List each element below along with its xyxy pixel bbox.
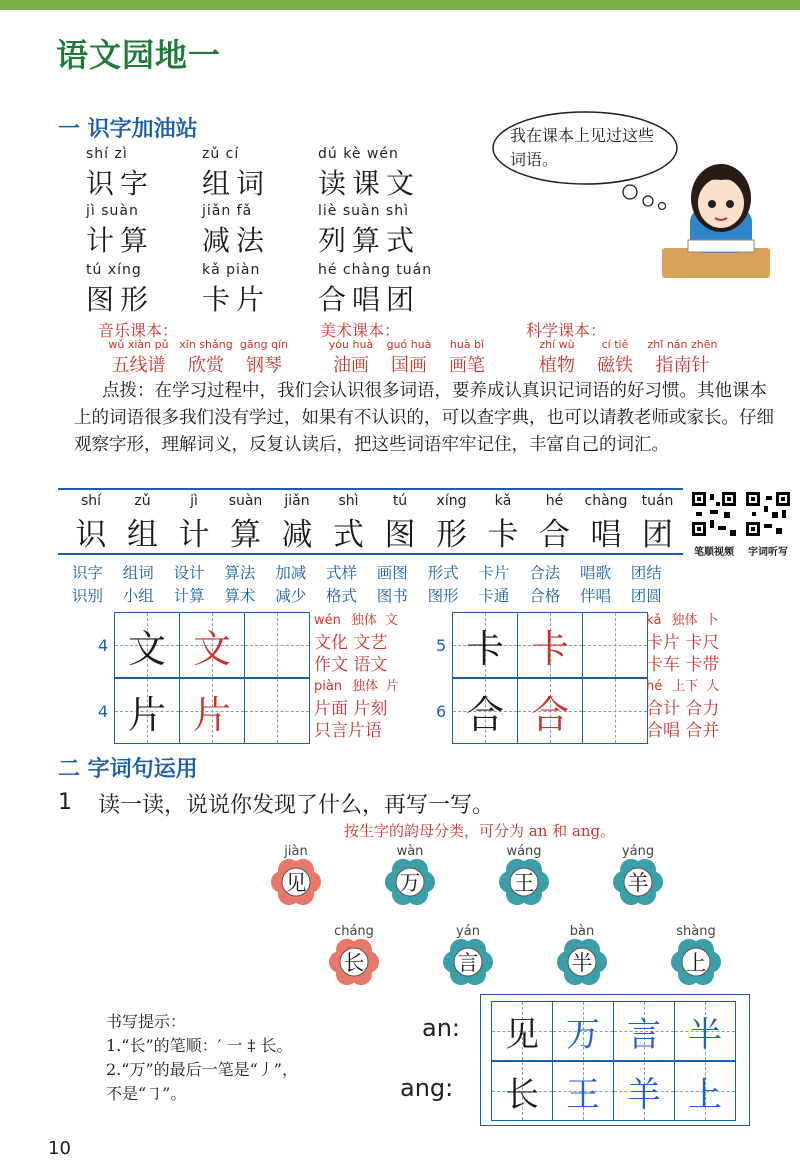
- word-pinyin: jì suàn: [86, 203, 139, 219]
- character-card: [221, 493, 271, 554]
- section1-title: 一 识字加油站: [58, 117, 198, 142]
- practice-words: [646, 610, 776, 676]
- character: 算: [230, 517, 261, 553]
- flower-pinyin: cháng: [334, 924, 374, 939]
- word-list-item: 识别: [72, 587, 104, 605]
- word-pinyin: tú xíng: [86, 262, 142, 278]
- writing-character: 半: [688, 1014, 722, 1055]
- grid-character: 片: [127, 692, 166, 737]
- flower-character: [270, 844, 322, 908]
- subject-word-text: 画笔: [449, 355, 485, 376]
- practice-grid: [452, 678, 648, 744]
- practice-radical: 文: [384, 613, 398, 628]
- qr-code-dictation[interactable]: [744, 490, 792, 538]
- an-label: an:: [422, 1014, 461, 1042]
- subject-word-pinyin: xīn shǎng: [179, 338, 233, 351]
- tip-note: 点拨：在学习过程中，我们会认识很多词语，要养成认真识记词语的好习惯。其他课本上的词语很多我们没有学过，如果有不认识的，可以查字典，也可以请教老师或家长。仔细观察字形，理解词义，反复认读后，把这些词语牢牢记住，丰富自己的词汇。: [74, 381, 774, 455]
- grid-cell: [115, 613, 180, 677]
- character-pinyin: tú: [392, 493, 408, 509]
- character-card: [118, 493, 168, 554]
- character-card: [169, 493, 219, 554]
- subject-word: [644, 338, 721, 377]
- writing-cell: [492, 1002, 553, 1060]
- qr-label-dictation: 字词听写: [748, 547, 788, 558]
- subject-word: [380, 338, 438, 377]
- character-pinyin: zǔ: [134, 493, 151, 509]
- practice-radical: 卜: [705, 613, 719, 628]
- character: 形: [436, 517, 467, 553]
- character: 卡: [487, 517, 519, 553]
- writing-cell: [675, 1002, 735, 1060]
- writing-cell: [553, 1002, 614, 1060]
- word-characters: 列算式: [318, 224, 421, 257]
- an-writing-grid: [491, 1001, 736, 1061]
- subject-heading: 科学课本：: [526, 321, 607, 340]
- word-entry: [318, 203, 448, 259]
- character: 减: [281, 517, 313, 553]
- word-characters: 组词: [202, 167, 271, 200]
- word-pinyin: kǎ piàn: [202, 262, 261, 278]
- ang-label: ang:: [400, 1074, 454, 1102]
- word-list-item: 合格: [529, 587, 561, 605]
- word-entry: [202, 262, 332, 318]
- practice-word-line: 作文 语文: [314, 655, 388, 675]
- writing-cell: [492, 1062, 553, 1120]
- word-list-item: 卡通: [478, 587, 510, 605]
- speech-bubble-text: 我在课本上见过这些词语。: [510, 126, 655, 169]
- subject-word-text: 油画: [333, 355, 369, 376]
- word-list-item: 设计: [173, 564, 205, 582]
- word-list-item: 唱歌: [580, 564, 612, 582]
- writing-cell: [675, 1062, 735, 1120]
- flower-character: [384, 844, 436, 908]
- grid-character: 文: [127, 626, 166, 671]
- tips-title: 书写提示：: [106, 1012, 187, 1031]
- word-entry: [318, 146, 448, 202]
- flower-pinyin: wáng: [506, 844, 542, 859]
- word-list-item: 加减: [275, 564, 307, 582]
- writing-character: 王: [566, 1074, 600, 1115]
- flower-character: [556, 924, 608, 988]
- word-characters: 计算: [86, 224, 155, 257]
- subject-word: [528, 338, 586, 377]
- character-card: [66, 493, 116, 554]
- subject-word: [177, 338, 235, 377]
- practice-structure: 独体: [671, 613, 698, 628]
- writing-cell: [614, 1002, 675, 1060]
- grid-character: 片: [192, 692, 231, 737]
- practice-structure: 独体: [350, 613, 377, 628]
- writing-character: 上: [688, 1074, 722, 1115]
- qr-label-stroke-video: 笔顺视频: [694, 547, 734, 558]
- word-list-item: 算法: [224, 564, 256, 582]
- flower-char: 见: [285, 871, 307, 895]
- practice-word-line: 卡片 卡尺: [646, 633, 720, 653]
- character-pinyin: jiǎn: [284, 493, 310, 509]
- word-list-item: 计算: [173, 587, 205, 605]
- word-list-item: 组词: [122, 564, 154, 582]
- word-pinyin: liè suàn shì: [318, 203, 409, 219]
- subject-word: [586, 338, 644, 377]
- word-pinyin: hé chàng tuán: [318, 262, 433, 278]
- subject-word-text: 磁铁: [597, 355, 633, 376]
- grid-character: 文: [192, 626, 231, 671]
- grid-character: 卡: [465, 626, 504, 671]
- question-text: 读一读，说说你发现了什么，再写一写。: [98, 793, 495, 818]
- grid-cell: [245, 613, 309, 677]
- practice-stroke-count: 4: [98, 702, 109, 721]
- grid-cell: [583, 679, 647, 743]
- word-pinyin: zǔ cí: [202, 146, 240, 162]
- subject-word-pinyin: guó huà: [386, 338, 432, 351]
- character-pinyin: chàng: [584, 493, 628, 509]
- practice-stroke-count: 5: [436, 636, 447, 655]
- grid-character: 卡: [530, 626, 569, 671]
- practice-words: [314, 610, 447, 676]
- practice-meta: [646, 676, 776, 698]
- subject-word: [235, 338, 293, 377]
- word-characters: 减法: [202, 224, 271, 257]
- writing-character: 羊: [627, 1074, 661, 1115]
- character-card: [427, 493, 477, 554]
- top-color-bar: [0, 0, 800, 10]
- word-characters: 合唱团: [318, 283, 421, 316]
- character: 识: [75, 517, 107, 553]
- word-list-item: 式样: [326, 564, 358, 582]
- practice-stroke-count: 4: [98, 636, 109, 655]
- character-card: [530, 493, 580, 554]
- character-pinyin: jì: [190, 493, 198, 509]
- grid-cell: [518, 679, 583, 743]
- subject-word-text: 指南针: [655, 355, 710, 376]
- qr-code-stroke-video[interactable]: [690, 490, 738, 538]
- word-entry: [86, 262, 216, 318]
- grid-character: 合: [530, 692, 569, 737]
- section2-title: 二 字词句运用: [58, 757, 198, 782]
- practice-radical: 片: [386, 679, 400, 694]
- word-list-item: 形式: [427, 564, 459, 582]
- grid-character: 合: [465, 692, 504, 737]
- word-list-item: 算术: [224, 587, 256, 605]
- word-entry: [86, 146, 216, 202]
- practice-pinyin: kǎ: [646, 613, 662, 628]
- flower-pinyin: yáng: [621, 844, 655, 859]
- grid-cell: [453, 679, 518, 743]
- flower-character: [442, 924, 494, 988]
- grid-cell: [115, 679, 180, 743]
- word-characters: 读课文: [318, 167, 421, 200]
- flower-char: 羊: [627, 871, 649, 895]
- word-list-item: 格式: [326, 587, 358, 605]
- writing-tips: [106, 1010, 376, 1106]
- subject-word-text: 五线谱: [111, 355, 166, 376]
- word-list-item: 团结: [630, 564, 662, 582]
- practice-structure: 上下: [672, 679, 699, 694]
- practice-meta: [646, 610, 776, 632]
- subject-word-text: 国画: [391, 355, 427, 376]
- practice-word-line: 卡车 卡带: [646, 655, 720, 675]
- character-pinyin: shì: [338, 493, 359, 509]
- character: 图: [384, 517, 416, 553]
- word-list-item: 伴唱: [580, 587, 612, 605]
- character: 唱: [590, 517, 622, 553]
- tip-2: 2.“万”的最后一笔是“丿”，: [106, 1060, 298, 1079]
- practice-pinyin: wén: [314, 613, 341, 628]
- practice-word-line: 只言片语: [314, 721, 382, 741]
- flower-char: 上: [685, 951, 707, 975]
- flower-pinyin: jiàn: [284, 844, 308, 859]
- subject-word-pinyin: zhí wù: [539, 338, 575, 351]
- practice-grid: [452, 612, 648, 678]
- character-pinyin: suàn: [228, 493, 263, 509]
- character-pinyin: shí: [80, 493, 102, 509]
- practice-word-line: 片面 片刻: [314, 699, 388, 719]
- grid-cell: [245, 679, 309, 743]
- word-list-item: 画图: [376, 564, 408, 582]
- grid-cell: [453, 613, 518, 677]
- practice-pinyin: piàn: [314, 679, 343, 694]
- word-characters: 识字: [86, 167, 155, 200]
- character-card: [478, 493, 528, 554]
- flower-character: [328, 924, 380, 988]
- practice-radical: 人: [706, 679, 720, 694]
- character-pinyin: hé: [545, 493, 564, 509]
- page-title: 语文园地一: [56, 36, 222, 74]
- character: 合: [539, 517, 570, 553]
- word-entry: [202, 203, 332, 259]
- flower-char: 王: [513, 871, 535, 895]
- subject-word-pinyin: huà bǐ: [449, 338, 485, 351]
- divider-top: [58, 488, 683, 490]
- writing-character: 万: [566, 1014, 600, 1055]
- flower-character: [498, 844, 550, 908]
- tip-3: 不是“㇆”。: [106, 1084, 187, 1103]
- subject-word: [100, 338, 177, 377]
- word-entry: [86, 203, 216, 259]
- subject-word-pinyin: zhǐ nán zhēn: [647, 338, 718, 351]
- word-list-item: 小组: [122, 587, 154, 605]
- grid-cell: [583, 613, 647, 677]
- word-list-item: 团圆: [630, 587, 662, 605]
- tip-1: 1.“长”的笔顺：′ 一 ‡ 长。: [106, 1036, 293, 1055]
- ang-writing-grid: [491, 1061, 736, 1121]
- character-card: [324, 493, 374, 554]
- word-list-item: 识字: [72, 564, 104, 582]
- word-list-item: 合法: [529, 564, 561, 582]
- subject-heading: 音乐课本：: [98, 321, 179, 340]
- flower-pinyin: yán: [456, 924, 480, 939]
- practice-meta: [314, 610, 444, 632]
- character: 式: [333, 517, 364, 553]
- practice-word-line: 文化 文艺: [314, 633, 388, 653]
- writing-cell: [553, 1062, 614, 1120]
- question-number: 1: [58, 790, 72, 815]
- word-characters: 卡片: [202, 283, 271, 316]
- writing-cell: [614, 1062, 675, 1120]
- flower-char: 万: [399, 871, 421, 895]
- flower-pinyin: wàn: [396, 844, 424, 859]
- character-pinyin: tuán: [641, 493, 674, 509]
- practice-structure: 独体: [352, 679, 379, 694]
- subject-heading: 美术课本：: [320, 321, 401, 340]
- flower-pinyin: shàng: [676, 924, 716, 939]
- subject-word-text: 钢琴: [246, 355, 282, 376]
- flower-character: [670, 924, 722, 988]
- practice-words: [646, 676, 776, 742]
- flower-pinyin: bàn: [569, 924, 595, 939]
- grid-cell: [180, 679, 245, 743]
- character: 团: [642, 517, 673, 553]
- writing-character: 见: [505, 1014, 539, 1055]
- flower-char: 言: [457, 951, 479, 975]
- character-pinyin: kǎ: [494, 493, 512, 509]
- subject-word-pinyin: wǔ xiàn pǔ: [108, 338, 169, 351]
- writing-character: 长: [505, 1074, 539, 1115]
- character-card: [272, 493, 322, 554]
- subject-word-text: 植物: [539, 355, 575, 376]
- flower-char: 半: [571, 951, 593, 975]
- flower-character: [612, 844, 664, 908]
- word-entry: [202, 146, 332, 202]
- practice-meta: [314, 676, 444, 698]
- hint-text: 按生字的韵母分类，可分为 an 和 ang。: [344, 822, 616, 840]
- character-card: [375, 493, 425, 554]
- word-list-item: 减少: [275, 587, 307, 605]
- practice-word-line: 合唱 合并: [646, 721, 720, 741]
- subject-word-pinyin: cí tiě: [601, 338, 629, 351]
- word-list-item: 图书: [376, 587, 408, 605]
- practice-word-line: 合计 合力: [646, 699, 720, 719]
- page-number: 10: [48, 1138, 71, 1159]
- word-pinyin: dú kè wén: [318, 146, 399, 162]
- practice-pinyin: hé: [646, 679, 663, 694]
- divider-mid: [58, 553, 683, 555]
- character: 组: [127, 517, 158, 553]
- word-pinyin: shí zì: [86, 146, 128, 162]
- practice-words: [314, 676, 447, 742]
- character: 计: [178, 517, 210, 553]
- word-list-item: 卡片: [478, 564, 510, 582]
- word-pinyin: jiǎn fǎ: [202, 203, 253, 219]
- character-pinyin: xíng: [436, 493, 467, 509]
- writing-character: 言: [627, 1014, 661, 1055]
- subject-word-text: 欣赏: [188, 355, 224, 376]
- grid-cell: [518, 613, 583, 677]
- grid-cell: [180, 613, 245, 677]
- character-card: [633, 493, 683, 554]
- practice-stroke-count: 6: [436, 702, 447, 721]
- word-entry: [318, 262, 448, 318]
- word-list-item: 图形: [427, 587, 459, 605]
- practice-grid: [114, 678, 310, 744]
- subject-word: [438, 338, 496, 377]
- flower-char: 长: [343, 951, 365, 975]
- subject-word: [322, 338, 380, 377]
- word-characters: 图形: [86, 283, 155, 316]
- character-card: [581, 493, 631, 554]
- practice-grid: [114, 612, 310, 678]
- subject-word-pinyin: gāng qín: [239, 338, 289, 351]
- subject-word-pinyin: yóu huà: [328, 338, 374, 351]
